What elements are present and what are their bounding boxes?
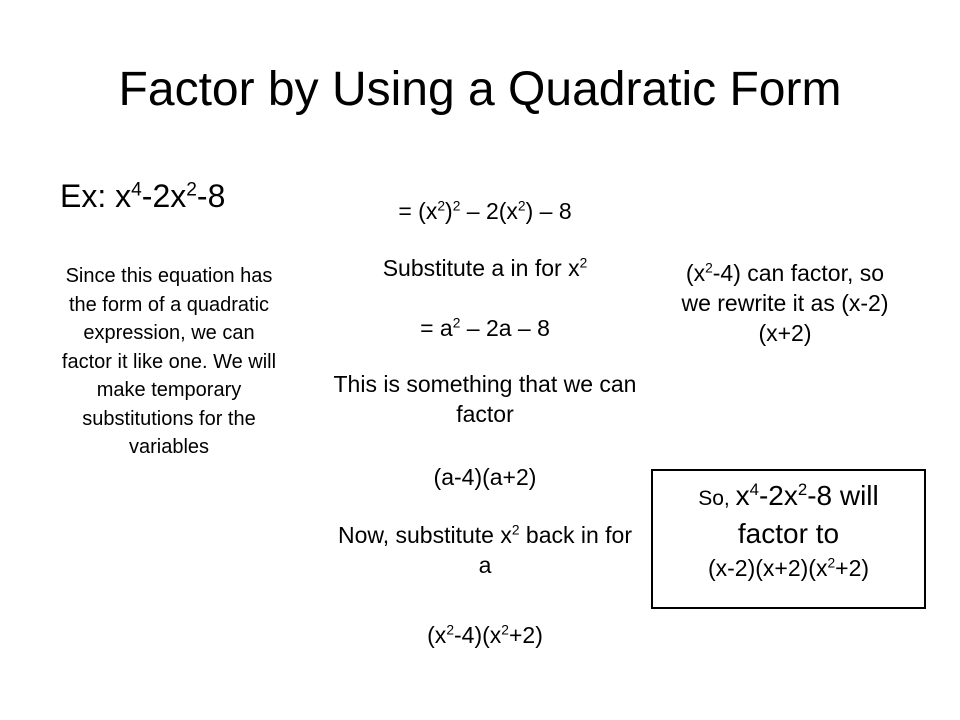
summary-text: So, [698,487,736,510]
exponent: 2 [705,260,713,276]
exponent: 2 [797,479,808,499]
step-factored-x [330,620,640,650]
step-text: ) [445,198,453,224]
note-text: -4) can factor, so we rewrite it as (x-2)(x+2) [681,260,889,346]
exponent: 2 [437,198,446,214]
step-text: Now, substitute x [337,522,512,548]
step-text: – 2a – 8 [460,315,550,341]
exponent: 2 [446,622,454,638]
step-text: Substitute a in for x [382,255,580,281]
explanation-note: Since this equation has the form of a quadratic expression, we can factor it like one. We will make temporary substitutions for the variables [61,265,277,458]
summary-text: -2x [758,480,798,511]
step-text: +2) [508,622,543,648]
example-expression [60,178,225,215]
factor-further-note [680,258,890,348]
exponent: 2 [827,555,836,571]
step-substitute [330,253,640,283]
step-substituted-expression [330,313,640,343]
step-text: – 2(x [460,198,518,224]
summary-text: +2) [835,555,870,581]
step-text: = (x [398,198,438,224]
step-back-substitute [330,520,640,580]
exponent: 2 [452,315,461,331]
step-text: = a [420,315,453,341]
summary-line [653,552,924,584]
summary-line [653,479,924,516]
step-text: back in for a [478,522,633,578]
exponent: 2 [517,198,526,214]
step-factored-a: (a-4)(a+2) [433,464,537,490]
step-rewrite [330,196,640,226]
exponent: 4 [131,179,142,201]
step-text: -4)(x [454,622,502,648]
step-text: (x [427,622,447,648]
summary-text: (x-2)(x+2)(x [707,555,828,581]
summary-line: factor to [737,518,840,549]
summary-text: -8 will [807,480,879,511]
example-suffix: -8 [196,178,226,214]
summary-box [651,469,926,609]
exponent: 2 [579,255,588,271]
exponent: 4 [749,479,759,499]
exponent: 2 [501,622,509,638]
exponent: 2 [186,179,197,201]
example-mid: -2x [141,178,187,214]
exponent: 2 [511,522,520,538]
note-text: (x [685,260,706,286]
step-note: This is something that we can factor [333,371,637,427]
exponent: 2 [452,198,461,214]
example-prefix: Ex: x [60,178,132,214]
summary-text: x [735,480,750,511]
page-title: Factor by Using a Quadratic Form [118,63,842,116]
step-text: ) – 8 [525,198,572,224]
